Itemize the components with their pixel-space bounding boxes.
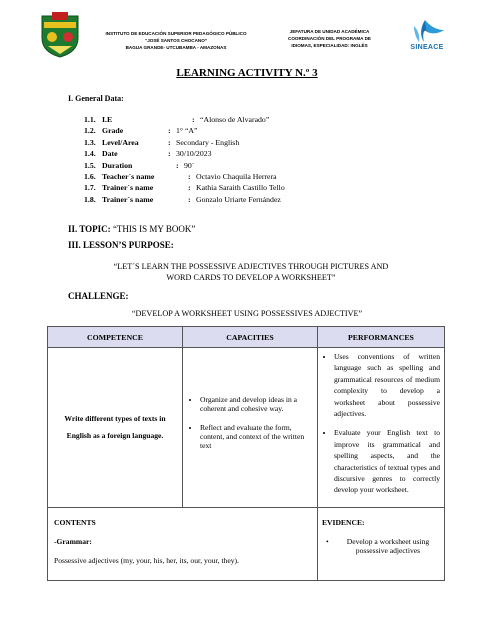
page-title: LEARNING ACTIVITY N.º 3 bbox=[176, 67, 318, 79]
evidence-heading: EVIDENCE: bbox=[321, 517, 365, 527]
evidence-cell bbox=[317, 507, 444, 580]
row-number: 1.7. bbox=[84, 183, 96, 193]
general-data-heading: I. General Data: bbox=[68, 94, 124, 103]
row-label: Level/Area bbox=[102, 137, 139, 147]
row-value: 1° “A” bbox=[176, 126, 198, 136]
competence-table bbox=[47, 326, 445, 581]
office-line: COORDINACIÓN DEL PROGRAMA DE bbox=[288, 36, 371, 41]
performances-cell bbox=[317, 348, 444, 508]
contents-cell bbox=[48, 507, 318, 580]
row-value: Secondary - English bbox=[176, 137, 240, 147]
row-separator: : bbox=[176, 160, 179, 170]
row-number: 1.1. bbox=[84, 115, 96, 124]
row-value: Gonzalo Uriarte Fernández bbox=[196, 194, 281, 204]
row-separator: : bbox=[168, 149, 171, 159]
header-capacities: CAPACITIES bbox=[182, 327, 317, 348]
header-competence: COMPETENCE bbox=[48, 327, 183, 348]
office-name-block bbox=[272, 28, 387, 49]
row-label: Duration bbox=[102, 160, 133, 170]
table-header-row bbox=[48, 327, 445, 348]
purpose-heading: III. LESSON’S PURPOSE: bbox=[68, 240, 174, 250]
capacities-cell bbox=[182, 348, 317, 508]
institute-line: INSTITUTO DE EDUCACIÓN SUPERIOR PEDAGÓGICO PÚBLICO bbox=[105, 31, 247, 36]
institute-name-block bbox=[96, 30, 256, 51]
table-row bbox=[48, 507, 445, 580]
capacity-item: • Organize and develop ideas in a coherent and cohesive way. bbox=[200, 395, 313, 413]
row-separator: : bbox=[168, 126, 171, 136]
institute-line: “JOSÉ SANTOS CHOCANO” bbox=[144, 38, 208, 43]
institution-crest-logo bbox=[38, 12, 82, 58]
row-value: “Alonso de Alvarado” bbox=[200, 115, 270, 124]
institute-line: BAGUA GRANDE- UTCUBAMBA - AMAZONAS bbox=[125, 45, 227, 50]
topic-line bbox=[68, 224, 195, 234]
row-label: Teacher´s name bbox=[102, 171, 155, 181]
row-value: Kathia Saraith Castillo Tello bbox=[196, 183, 285, 193]
row-separator: : bbox=[168, 137, 171, 147]
contents-heading: CONTENTS bbox=[54, 517, 96, 527]
purpose-line: “LET´S LEARN THE POSSESSIVE ADJECTIVES THROUGH PICTURES AND bbox=[113, 262, 389, 271]
row-value: 30/10/2023 bbox=[176, 149, 212, 159]
sineace-logo bbox=[400, 16, 450, 58]
topic-label: II. TOPIC: bbox=[68, 224, 111, 234]
capacity-item: • Reflect and evaluate the form, content, and context of the written text bbox=[200, 423, 313, 450]
row-label: Date bbox=[102, 149, 118, 159]
row-number: 1.2. bbox=[84, 126, 96, 136]
row-separator: : bbox=[188, 194, 191, 204]
performance-item: • Uses conventions of written language such as spelling and grammatical resources of medium complexity to develop a worksheet about possessive adjectives. bbox=[334, 351, 440, 419]
header-performances: PERFORMANCES bbox=[317, 327, 444, 348]
office-line: JEFATURA DE UNIDAD ACADÉMICA bbox=[289, 29, 370, 34]
purpose-line: WORD CARDS TO DEVELOP A WORKSHEET” bbox=[166, 272, 336, 282]
row-value: 90´ bbox=[184, 160, 195, 170]
row-number: 1.5. bbox=[84, 160, 96, 170]
row-number: 1.8. bbox=[84, 194, 96, 204]
row-separator: : bbox=[188, 171, 191, 181]
challenge-heading: CHALLENGE: bbox=[68, 291, 129, 301]
row-number: 1.3. bbox=[84, 137, 96, 147]
grammar-text: Possessive adjectives (my, your, his, her, its, our, your, they). bbox=[54, 555, 239, 565]
performance-item: • Evaluate your English text to improve its grammatical and spelling aspects, and the characteristics of textual types and discursive genres to correctly develop your worksheet. bbox=[334, 427, 440, 495]
table-row bbox=[48, 348, 445, 508]
row-label: Grade bbox=[102, 126, 124, 136]
grammar-label: -Grammar: bbox=[54, 536, 92, 546]
row-number: 1.4. bbox=[84, 149, 96, 159]
purpose-text bbox=[78, 262, 424, 283]
row-label: Trainer´s name bbox=[102, 183, 154, 193]
row-number: 1.6. bbox=[84, 171, 96, 181]
challenge-text: “DEVELOP A WORKSHEET USING POSSESSIVES ADJECTIVE” bbox=[131, 309, 363, 318]
row-separator: : bbox=[192, 115, 195, 124]
row-separator: : bbox=[188, 183, 191, 193]
competence-cell: Write different types of texts in English as a foreign language. bbox=[48, 348, 183, 508]
topic-value: “THIS IS MY BOOK” bbox=[112, 224, 196, 234]
evidence-item: • Develop a worksheet using possessive adjectives bbox=[336, 537, 440, 555]
row-label: Trainer´s name bbox=[102, 194, 154, 204]
row-label: I.E bbox=[102, 115, 113, 124]
row-value: Octavio Chaquila Herrera bbox=[196, 171, 277, 181]
sineace-logo-text: SINEACE bbox=[410, 44, 444, 51]
office-line: IDIOMAS, ESPECIALIDAD: INGLÉS bbox=[291, 43, 368, 48]
